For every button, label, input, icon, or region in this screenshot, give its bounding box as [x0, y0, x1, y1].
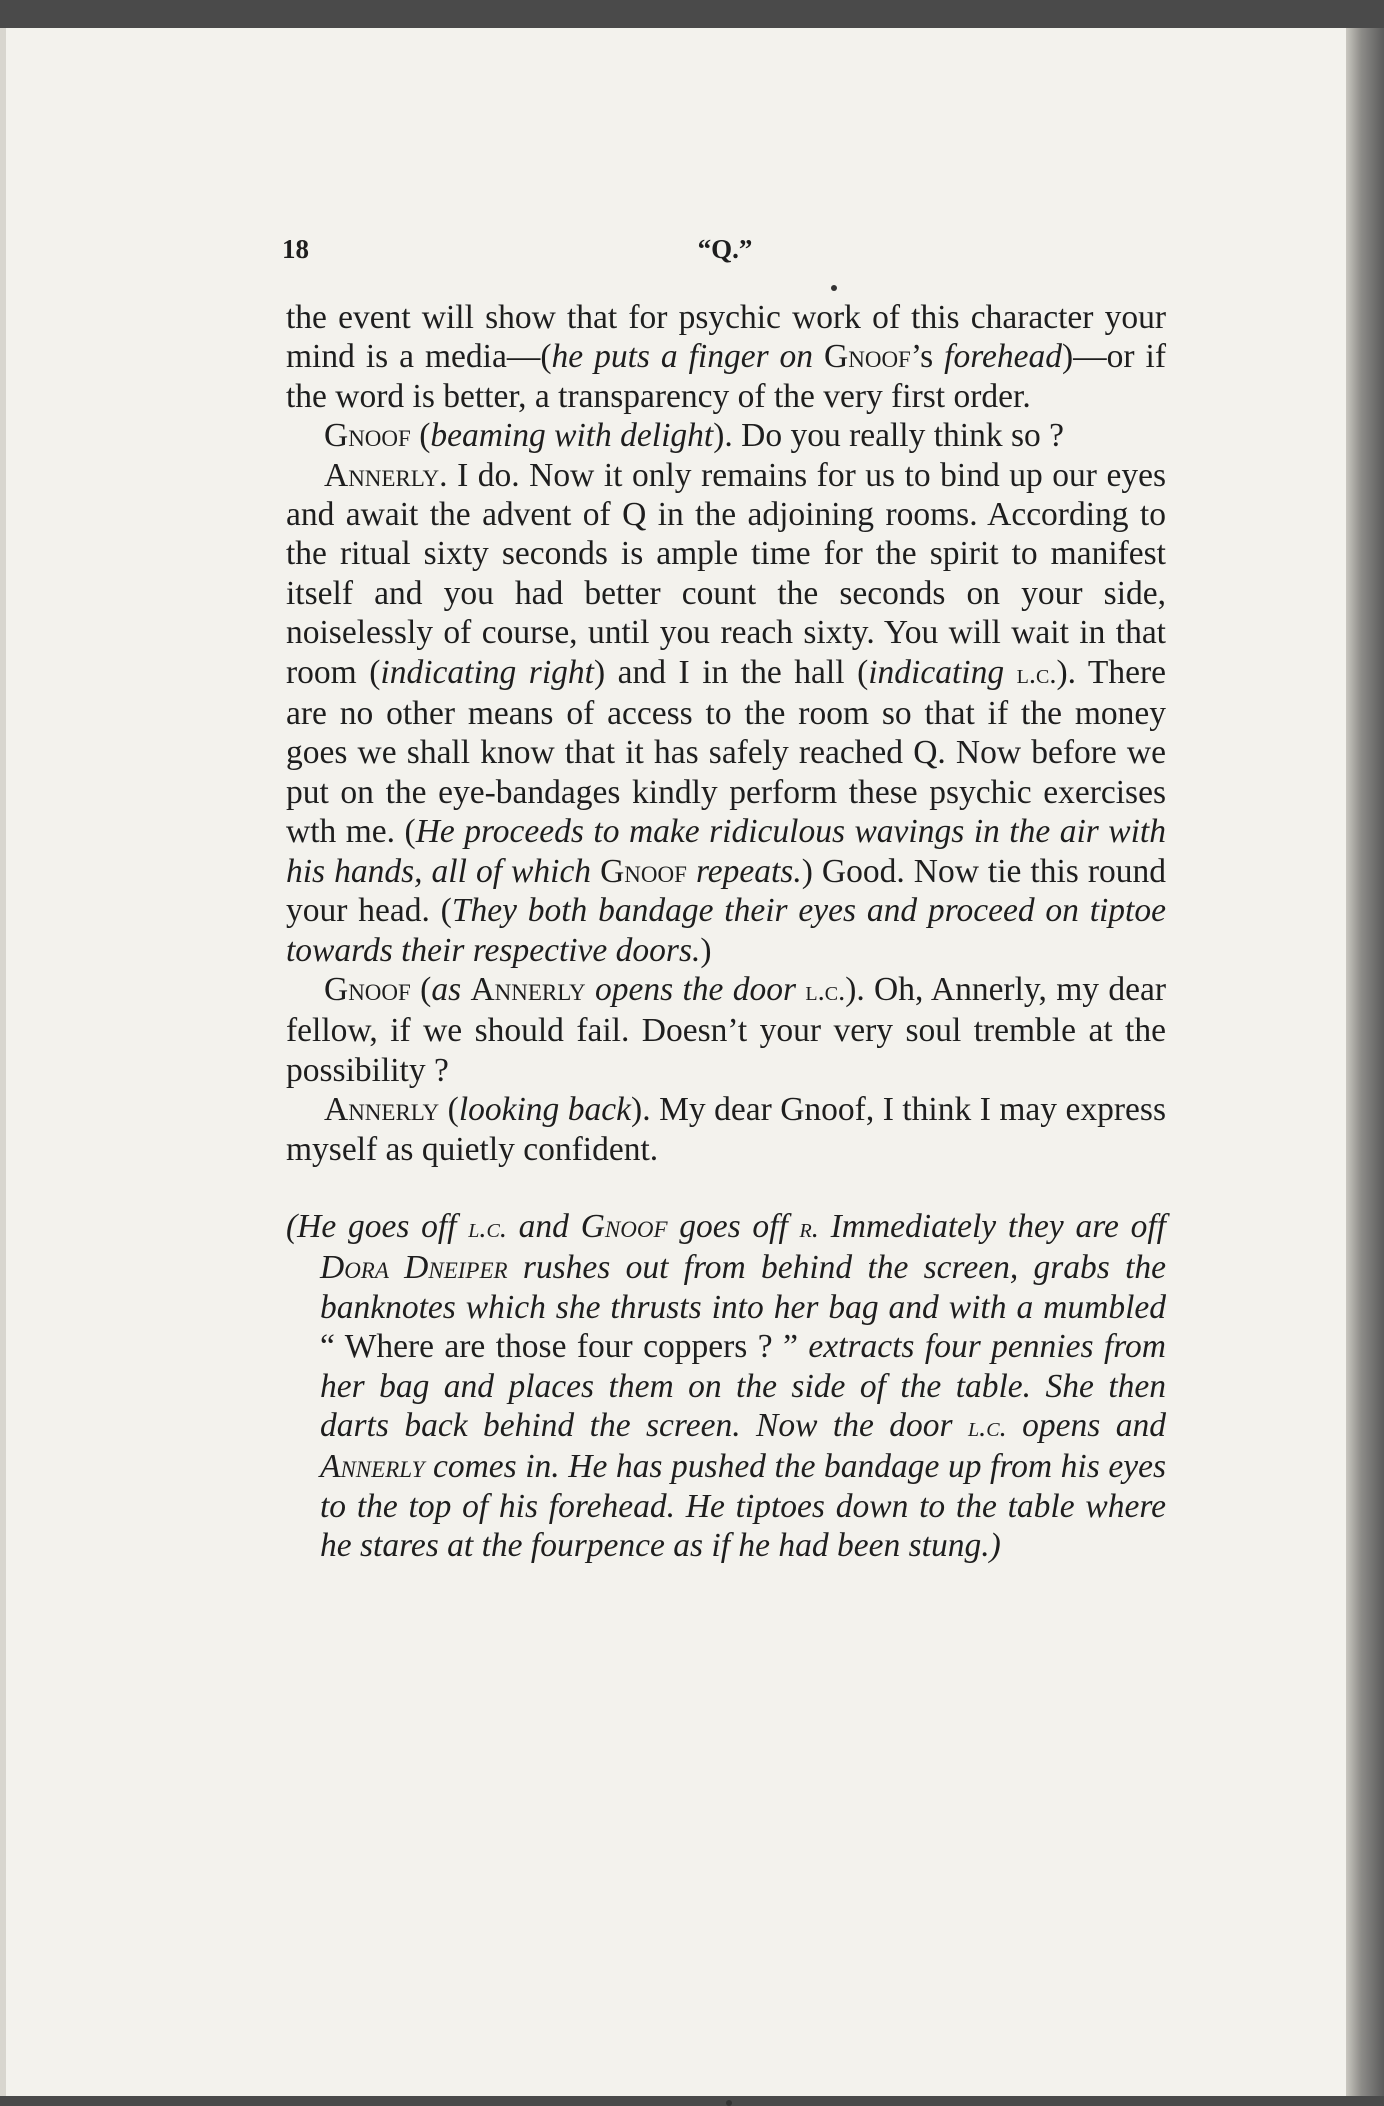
stage-direction-text: he puts a finger on	[551, 338, 814, 376]
stage-direction-text: beaming with delight	[430, 417, 714, 455]
spoken-line: “ Where are those four coppers ? ”	[320, 1328, 798, 1366]
body-text: extracts four pennies from her bag and places them on the side of the table. She then darts back behind the screen. Now the door	[320, 1328, 1167, 1444]
body-text	[586, 971, 595, 1008]
character-name: Gnoof	[324, 970, 411, 1008]
stage-position: r.	[799, 1212, 819, 1244]
body-text: I do. Now it only remains for us to bind up our eyes and await the advent of Q in the adjoining rooms. According to the ritual sixty seconds is ample time for the spirit to manifest itself and you had better count the seconds on your side, noiselessly of course, until you reach sixty. You will wait in that room (	[286, 456, 1166, 691]
body-text: (	[410, 417, 431, 455]
stage-direction	[286, 1207, 1166, 1566]
body-text: (	[439, 1091, 459, 1129]
paragraph-2	[286, 416, 1166, 455]
stage-position: l.c.	[468, 1212, 507, 1244]
body-text: the event will show that for psychic work of this character your mind is a media—(	[286, 299, 1166, 376]
body-text: ). Do you really think so ?	[713, 417, 1064, 455]
stage-position: l.c.	[1016, 658, 1057, 690]
body-text: comes in. He has pushed the bandage up from his eyes to the top of his forehead. He tiptoes down to the table where he stares at the fourpence as if he had been stung.)	[320, 1448, 1166, 1565]
body-text	[796, 971, 805, 1008]
stage-position: l.c.	[805, 975, 846, 1007]
body-text	[687, 853, 696, 890]
character-name: Annerly	[324, 1091, 440, 1129]
body-text	[813, 338, 824, 375]
stage-direction-text: indicating	[868, 653, 1005, 691]
body-text	[1004, 654, 1017, 691]
stage-direction-text: looking back	[458, 1091, 632, 1129]
character-name: Gnoof	[600, 852, 687, 890]
print-speck	[831, 285, 837, 291]
character-name: Dora Dneiper	[320, 1249, 508, 1287]
body-text: opens and	[1006, 1406, 1166, 1444]
stage-direction-text: forehead	[944, 338, 1063, 376]
paragraph-1	[286, 298, 1166, 416]
stage-position: l.c.	[968, 1411, 1007, 1443]
stage-direction-text: indicating right	[380, 653, 594, 691]
book-page	[0, 28, 1346, 2096]
body-text: rushes out from behind the screen, grabs the banknotes which she thrusts into her bag and with a mumbled	[320, 1249, 1167, 1326]
paragraph-4	[286, 970, 1166, 1090]
body-text: goes off	[667, 1207, 800, 1245]
character-name: Annerly	[320, 1448, 425, 1486]
stage-direction-text: He proceeds to make ridiculous wavings in the air with his hands, all of which	[286, 813, 1166, 890]
body-text: ). My dear Gnoof, I think I may express myself as quietly confident.	[286, 1091, 1166, 1168]
character-name: Gnoof	[824, 338, 911, 376]
page-body	[286, 298, 1166, 1566]
running-title: “Q.”	[697, 234, 753, 264]
character-name: Annerly.	[324, 456, 448, 494]
body-text: (	[410, 970, 432, 1008]
character-name: Gnoof	[580, 1207, 668, 1245]
body-text: ’s	[910, 338, 945, 376]
page-edge-shadow	[1346, 28, 1384, 2096]
body-text: ) Good. Now tie this round your head. (	[286, 852, 1167, 930]
print-speck	[726, 2100, 732, 2106]
body-text: ). There are no other means of access to the room so that if the money goes we shall know that it has safely reached Q. Now before we put on the eye-bandages kindly perform these psychic exercises wth me. (	[286, 653, 1167, 851]
stage-direction-text: opens the door	[594, 970, 797, 1008]
stage-direction-text: as	[431, 970, 462, 1008]
character-name: Annerly	[470, 970, 586, 1008]
body-text: (He goes off	[286, 1207, 469, 1245]
body-text	[591, 853, 600, 890]
stage-direction-text: repeats.	[695, 852, 802, 890]
body-text: )—or if the word is better, a transparency of the very first order.	[286, 338, 1167, 415]
body-text: and	[506, 1207, 581, 1245]
stage-direction-text: They both bandage their eyes and proceed on tiptoe towards their respective doors.	[286, 892, 1166, 969]
paragraph-3	[286, 456, 1166, 970]
paragraph-5	[286, 1090, 1166, 1169]
body-text: Immediately they are off	[818, 1207, 1166, 1245]
body-text: )	[700, 931, 712, 969]
page-number: 18	[282, 234, 309, 264]
body-text: ). Oh, Annerly, my dear fellow, if we should fail. Doesn’t your very soul tremble at the possibility ?	[286, 970, 1166, 1089]
body-text: ) and I in the hall (	[593, 653, 869, 691]
page-header	[282, 234, 1168, 274]
character-name: Gnoof	[324, 417, 411, 455]
